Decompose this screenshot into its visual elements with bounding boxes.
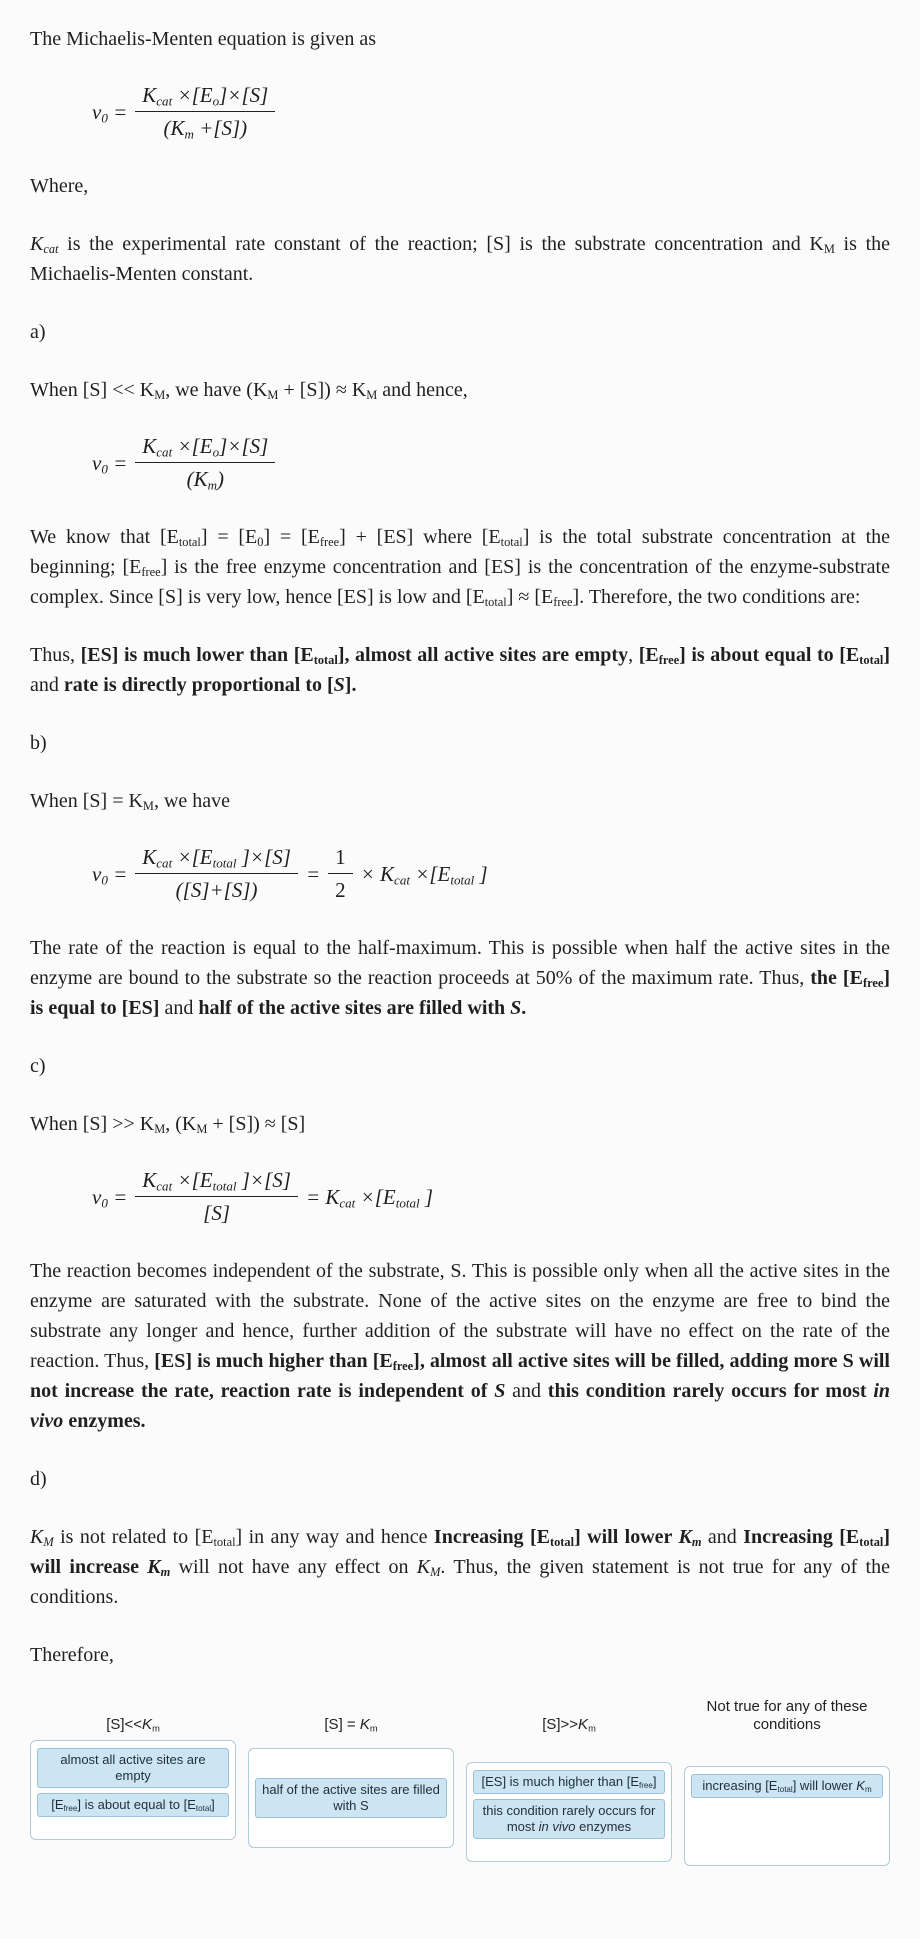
section-a-conclusion: Thus, [ES] is much lower than $[E_{total}]$, almost all active sites are empty, $[E_{free}]$ is about equal to $[E_{total}]$ and rate is directly proportional to [S]. bbox=[30, 644, 891, 696]
section-c-condition: When $[S] >> K_M$, $(K_M + [S]) \approx [S]$ bbox=[30, 1113, 306, 1137]
where-label: Where, bbox=[30, 175, 89, 197]
section-d-explanation: $K_M$ is not related to $[E_{total}]$ in any way and hence Increasing $[E_{total}]$ will lower $K_m$ and Increasing $[E_{total}]$ will increase $K_m$ will not have any effect on $K_M$. Thus, the given statement is not true for any of the conditions. bbox=[30, 1526, 891, 1608]
intro-statement: The Michaelis-Menten equation is given as bbox=[30, 28, 377, 50]
column-header-high-substrate: $[S]>>K_m$ bbox=[542, 1716, 596, 1734]
answer-chip[interactable]: [ES] is much higher than $[E_{free}]$ bbox=[473, 1770, 665, 1794]
column-header-low-substrate: $[S]<<K_m$ bbox=[106, 1716, 160, 1734]
fraction bbox=[135, 1167, 298, 1226]
answer-chip[interactable]: $[E_{free}]$ is about equal to $[E_{total}]$ bbox=[37, 1793, 229, 1817]
fraction bbox=[135, 82, 275, 141]
section-c-explanation: The reaction becomes independent of the substrate, S. This is possible only when all the active sites in the enzyme are saturated with the substrate. None of the active sites on the enzyme are free to bind the substrate any longer and hence, further addition of the substrate will have no effect on the rate of the reaction. Thus, [ES] is much higher than $[E_{free}]$, almost all active sites will be filled, adding more S will not increase the rate, reaction rate is independent of S and this condition rarely occurs for most in vivo enzymes. bbox=[30, 1260, 890, 1432]
fraction bbox=[135, 433, 275, 492]
answer-dropzone-equal-km[interactable] bbox=[248, 1748, 454, 1848]
fraction bbox=[135, 844, 298, 903]
section-b-condition: When $[S] = K_M$, we have bbox=[30, 790, 231, 814]
equation-tail: = $K_{cat} \times[E_{total}$ ] bbox=[305, 1184, 434, 1210]
answer-chip[interactable]: increasing $[E_{total}]$ will lower $K_m$ bbox=[691, 1774, 883, 1798]
section-b-label: b) bbox=[30, 732, 47, 754]
therefore-label: Therefore, bbox=[30, 1644, 114, 1666]
answer-chip[interactable]: half of the active sites are filled with S bbox=[255, 1778, 447, 1818]
fraction-one-half bbox=[328, 844, 353, 903]
table-answer-row bbox=[30, 1740, 890, 1866]
fraction-numerator: $K_{cat} \times[E_o]\times[S]$ bbox=[142, 434, 269, 460]
column-header-not-true: Not true for any of these conditions bbox=[706, 1698, 868, 1733]
definitions-paragraph: $K_{cat}$ is the experimental rate constant of the reaction; [S] is the substrate concentration and $K_M$ is the Michaelis-Menten constant. bbox=[30, 233, 891, 285]
fraction-denominator: $(K_m)$ bbox=[135, 462, 275, 492]
fraction-denominator: 2 bbox=[328, 873, 353, 903]
answer-summary-table bbox=[30, 1698, 890, 1866]
fraction-numerator: $K_{cat} \times[E_o]\times[S]$ bbox=[142, 83, 269, 109]
section-d-label: d) bbox=[30, 1468, 47, 1490]
equals-sign: = bbox=[305, 861, 321, 886]
column-header-equal-km: $[S] = K_m$ bbox=[324, 1716, 378, 1734]
equation-lhs: $v_0$ = bbox=[92, 450, 128, 476]
equation-michaelis-menten bbox=[30, 82, 890, 141]
answer-chip[interactable]: this condition rarely occurs for most in vivo enzymes bbox=[473, 1799, 665, 1839]
equation-lhs: $v_0$ = bbox=[92, 861, 128, 887]
section-a-explanation: We know that $[E_{total}] = [E_0] = [E_{free}] + [ES]$ where $[E_{total}]$ is the total substrate concentration at the beginning; $[E_{free}]$ is the free enzyme concentration and [ES] is the concentration of the enzyme-substrate complex. Since [S] is very low, hence [ES] is low and $[E_{total}] \approx [E_{free}]$. Therefore, the two conditions are: bbox=[30, 526, 890, 610]
answer-dropzone-low-substrate[interactable] bbox=[30, 1740, 236, 1840]
fraction-numerator: $K_{cat} \times[E_{total}$ ]×[S] bbox=[142, 845, 291, 871]
equation-lhs: $v_0$ = bbox=[92, 1184, 128, 1210]
section-c-label: c) bbox=[30, 1055, 46, 1077]
equation-lhs: $v_0$ = bbox=[92, 99, 128, 125]
fraction-denominator: ([S]+[S]) bbox=[135, 873, 298, 903]
section-b-explanation: The rate of the reaction is equal to the half-maximum. This is possible when half the active sites in the enzyme are bound to the substrate so the reaction proceeds at 50% of the maximum rate. Thus, the $[E_{free}]$ is equal to [ES] and half of the active sites are filled with S. bbox=[30, 937, 891, 1019]
fraction-numerator: 1 bbox=[335, 845, 346, 869]
fraction-denominator: [S] bbox=[135, 1196, 298, 1226]
section-a-condition: When $[S] << K_M$, we have $(K_M + [S]) \approx K_M$ and hence, bbox=[30, 379, 468, 403]
equation-tail: × $K_{cat} \times[E_{total}$ ] bbox=[360, 861, 488, 887]
equation-saturation bbox=[30, 1167, 890, 1226]
answer-dropzone-not-true[interactable] bbox=[684, 1766, 890, 1866]
answer-dropzone-high-substrate[interactable] bbox=[466, 1762, 672, 1862]
table-header-row bbox=[30, 1698, 890, 1734]
fraction-numerator: $K_{cat} \times[E_{total}$ ]×[S] bbox=[142, 1168, 291, 1194]
equation-low-substrate bbox=[30, 433, 890, 492]
answer-chip[interactable]: almost all active sites are empty bbox=[37, 1748, 229, 1788]
fraction-denominator: $(K_m +[S])$ bbox=[135, 111, 275, 141]
equation-half-max bbox=[30, 844, 890, 903]
section-a-label: a) bbox=[30, 321, 46, 343]
